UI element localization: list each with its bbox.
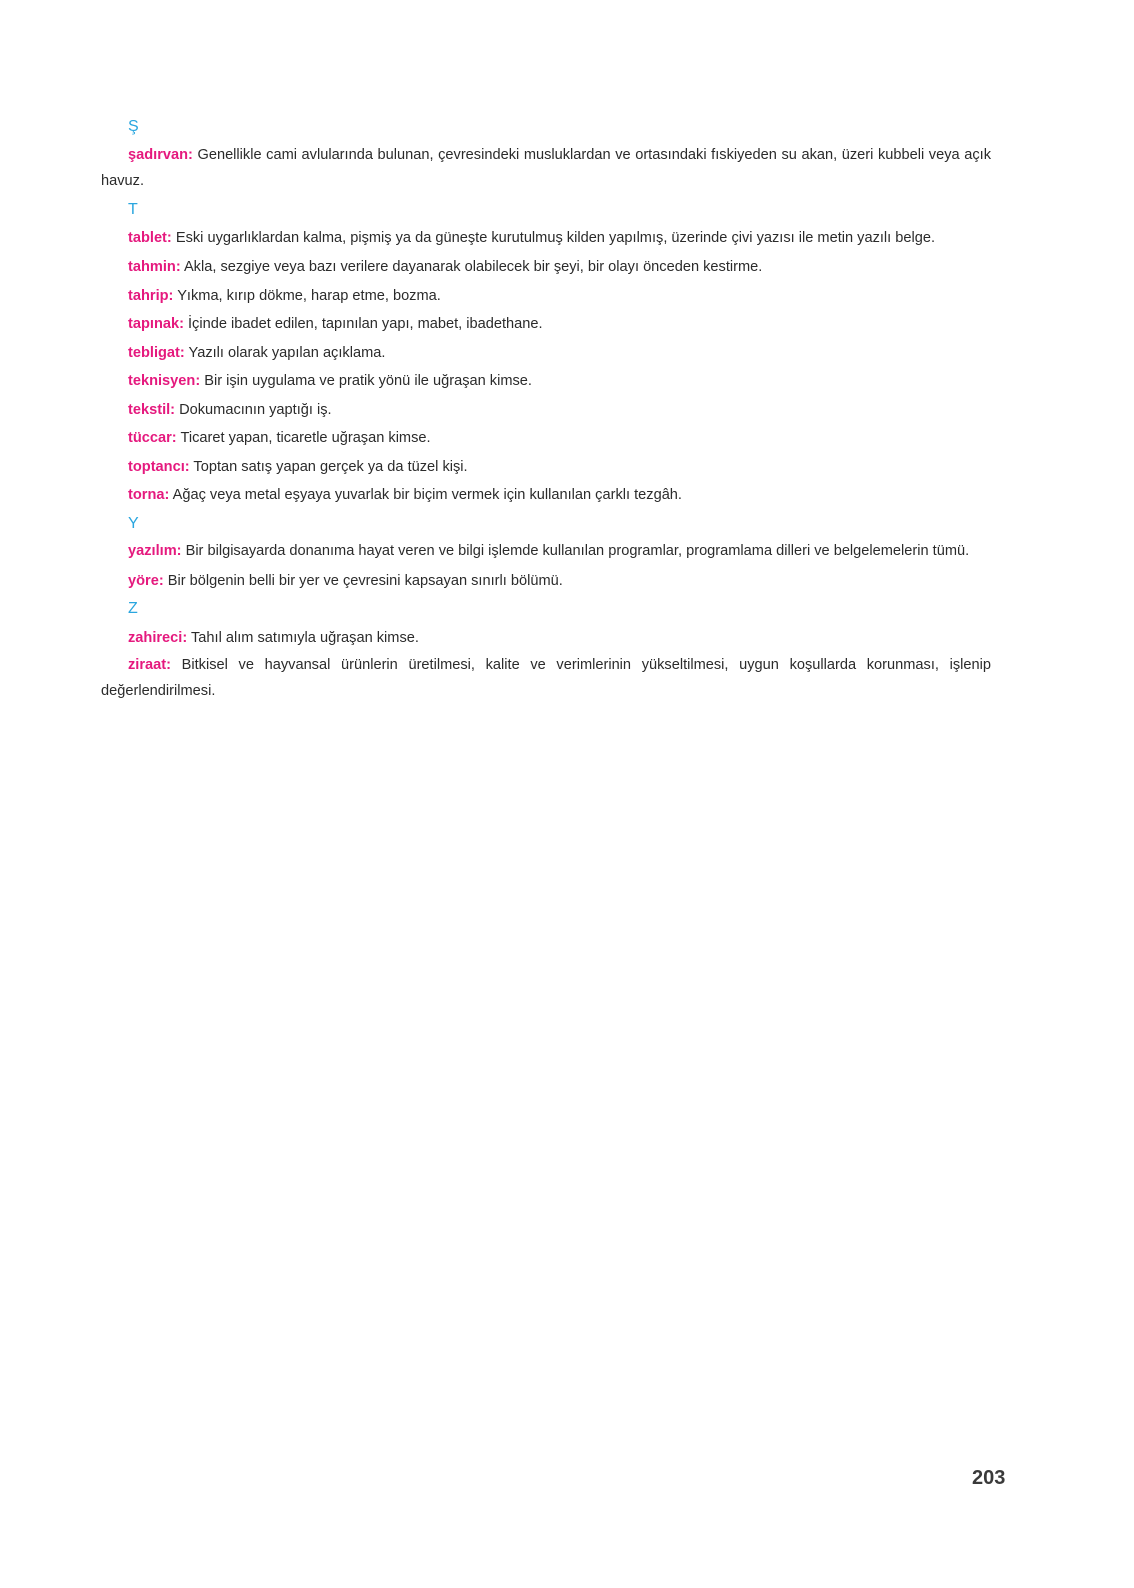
glossary-entry [101,652,991,704]
glossary-entry [101,142,991,194]
term: yöre: [128,572,164,589]
definition: Akla, sezgiye veya bazı verilere dayanarak olabilecek bir şeyi, bir olayı önceden kestirme. [180,259,763,275]
glossary-entry [101,253,991,282]
glossary-entry [101,538,991,564]
glossary-entry [101,339,991,368]
glossary-entry [101,225,991,251]
term: teknisyen: [128,373,201,389]
definition: İçinde ibadet edilen, tapınılan yapı, mabet, ibadethane. [183,316,543,332]
definition: Tahıl alım satımıyla uğraşan kimse. [187,629,419,646]
term: şadırvan: [128,146,193,163]
definition: Eski uygarlıklardan kalma, pişmiş ya da güneşte kurutulmuş kilden yapılmış, üzerinde çivi yazısı ile metin yazılı belge. [171,229,936,246]
glossary [101,113,991,707]
glossary-entry [101,481,991,510]
definition: Ağaç veya metal eşyaya yuvarlak bir biçim vermek için kullanılan çarklı tezgâh. [169,487,682,503]
term: tablet: [128,229,172,246]
glossary-entry [101,310,991,339]
definition: Ticaret yapan, ticaretle uğraşan kimse. [176,430,431,446]
term: yazılım: [128,543,182,559]
term: tüccar: [128,430,177,446]
glossary-entry [101,367,991,396]
letter-heading: Ş [128,118,139,135]
glossary-entry [101,624,991,653]
definition: Dokumacının yaptığı iş. [175,401,332,418]
glossary-entry [101,396,991,425]
term: ziraat: [128,657,171,673]
term: zahireci: [128,629,188,646]
definition: Bir bilgisayarda donanıma hayat veren ve bilgi işlemde kullanılan programlar, programlama dilleri ve belgelemelerin tümü. [181,543,970,559]
term: tapınak: [128,316,184,332]
glossary-entry [101,567,991,596]
definition: Yıkma, kırıp dökme, harap etme, bozma. [173,287,441,304]
definition: Bitkisel ve hayvansal ürünlerin üretilmesi, kalite ve verimlerinin yükseltilmesi, uygun koşullarda korunması, işlenip değerlendirilmesi. [101,657,991,699]
term: torna: [128,487,170,503]
letter-heading: Y [128,514,139,532]
term: tekstil: [128,401,176,418]
letter-heading: Z [128,600,138,617]
letter-heading: T [128,201,138,218]
definition: Bir işin uygulama ve pratik yönü ile uğraşan kimse. [200,373,532,389]
page-number: 203 [972,1467,1006,1489]
glossary-entry [101,282,991,311]
definition: Toptan satış yapan gerçek ya da tüzel kişi. [189,458,468,475]
glossary-entry [101,453,991,482]
definition: Bir bölgenin belli bir yer ve çevresini kapsayan sınırlı bölümü. [163,572,563,589]
term: tahmin: [128,259,181,275]
term: toptancı: [128,458,190,475]
definition: Genellikle cami avlularında bulunan, çevresindeki musluklardan ve ortasındaki fıskiyeden su akan, üzeri kubbeli veya açık havuz. [101,146,991,189]
glossary-entry [101,424,991,453]
term: tahrip: [128,287,174,304]
definition: Yazılı olarak yapılan açıklama. [184,344,386,361]
term: tebligat: [128,344,185,361]
